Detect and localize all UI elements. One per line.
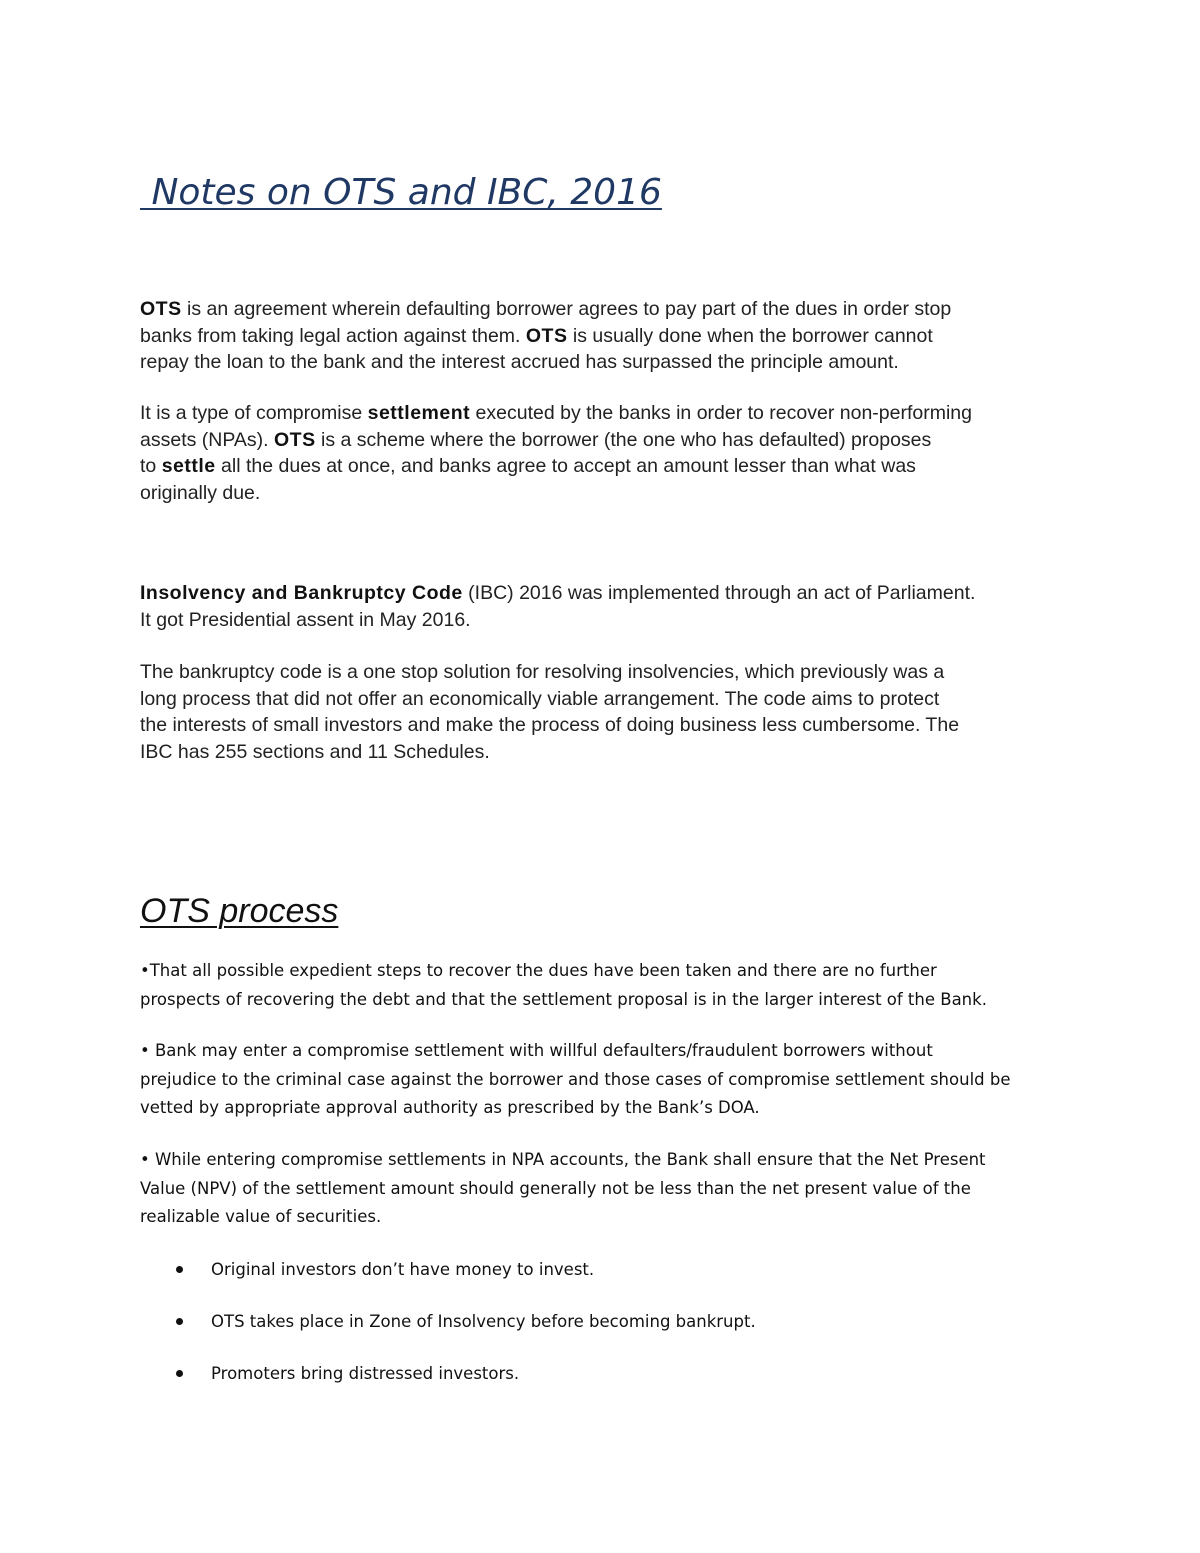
bold-term: OTS (140, 298, 182, 320)
list-item-text: Original investors don’t have money to invest. (211, 1260, 595, 1279)
bullet-line: • While entering compromise settlements in NPA accounts, the Bank shall ensure that the Net Present (140, 1150, 986, 1169)
bullet-paragraph-willful-defaulters (140, 1037, 1100, 1123)
section-heading-ots-process: OTS process (140, 892, 339, 930)
bold-term: OTS (525, 324, 568, 347)
bullet-line: • Bank may enter a compromise settlement with willful defaulters/fraudulent borrowers without (140, 1041, 933, 1060)
bullet-line: vetted by appropriate approval authority as prescribed by the Bank’s DOA. (140, 1098, 760, 1117)
bold-term: Insolvency and Bankruptcy Code (140, 582, 463, 604)
paragraph-ots-definition (140, 296, 1080, 376)
paragraph-line: assets (NPAs). OTS is a scheme where the borrower (the one who has defaulted) proposes (140, 428, 932, 451)
bullet-line: Value (NPV) of the settlement amount should generally not be less than the net present value of the (140, 1178, 971, 1198)
paragraph-line: The bankruptcy code is a one stop solution for resolving insolvencies, which previously was a (140, 661, 945, 683)
bullet-dot-icon (176, 1266, 183, 1273)
bullet-dot-icon (176, 1370, 183, 1377)
list-item-text: Promoters bring distressed investors. (211, 1364, 520, 1383)
paragraph-line: OTS is an agreement wherein defaulting borrower agrees to pay part of the dues in order stop (140, 298, 952, 320)
paragraph-ots-settlement (140, 400, 1080, 506)
paragraph-bankruptcy-code (140, 659, 1080, 765)
bullet-line: prejudice to the criminal case against the borrower and those cases of compromise settlement should be (140, 1069, 1011, 1089)
list-item-text: OTS takes place in Zone of Insolvency before becoming bankrupt. (211, 1312, 756, 1331)
paragraph-line: It is a type of compromise settlement executed by the banks in order to recover non-performing (140, 402, 972, 424)
bullet-paragraph-npv (140, 1146, 1100, 1232)
paragraph-line: originally due. (140, 481, 261, 504)
paragraph-line: IBC has 255 sections and 11 Schedules. (140, 740, 490, 763)
paragraph-line: It got Presidential assent in May 2016. (140, 608, 471, 631)
paragraph-line: the interests of small investors and make the process of doing business less cumbersome. The (140, 714, 960, 736)
bullet-line: •That all possible expedient steps to recover the dues have been taken and there are no further (140, 961, 937, 980)
document-title: Notes on OTS and IBC, 2016 (140, 172, 662, 213)
bullet-dot-icon (176, 1318, 183, 1325)
bold-term: settlement (367, 402, 471, 424)
bold-term: settle (161, 455, 216, 477)
paragraph-line: repay the loan to the bank and the interest accrued has surpassed the principle amount. (140, 351, 899, 373)
paragraph-line: banks from taking legal action against them. OTS is usually done when the borrower cannot (140, 324, 933, 347)
paragraph-line: to settle all the dues at once, and banks agree to accept an amount lesser than what was (140, 455, 916, 477)
bullet-line: realizable value of securities. (140, 1207, 382, 1226)
bullet-line: prospects of recovering the debt and that the settlement proposal is in the larger interest of the Bank. (140, 989, 987, 1009)
bold-term: OTS (274, 428, 316, 451)
bullet-paragraph-expedient-steps (140, 957, 1100, 1014)
paragraph-line: long process that did not offer an economically viable arrangement. The code aims to protect (140, 687, 940, 710)
paragraph-line: Insolvency and Bankruptcy Code (IBC) 2016 was implemented through an act of Parliament. (140, 582, 976, 604)
paragraph-ibc-intro (140, 580, 1080, 633)
